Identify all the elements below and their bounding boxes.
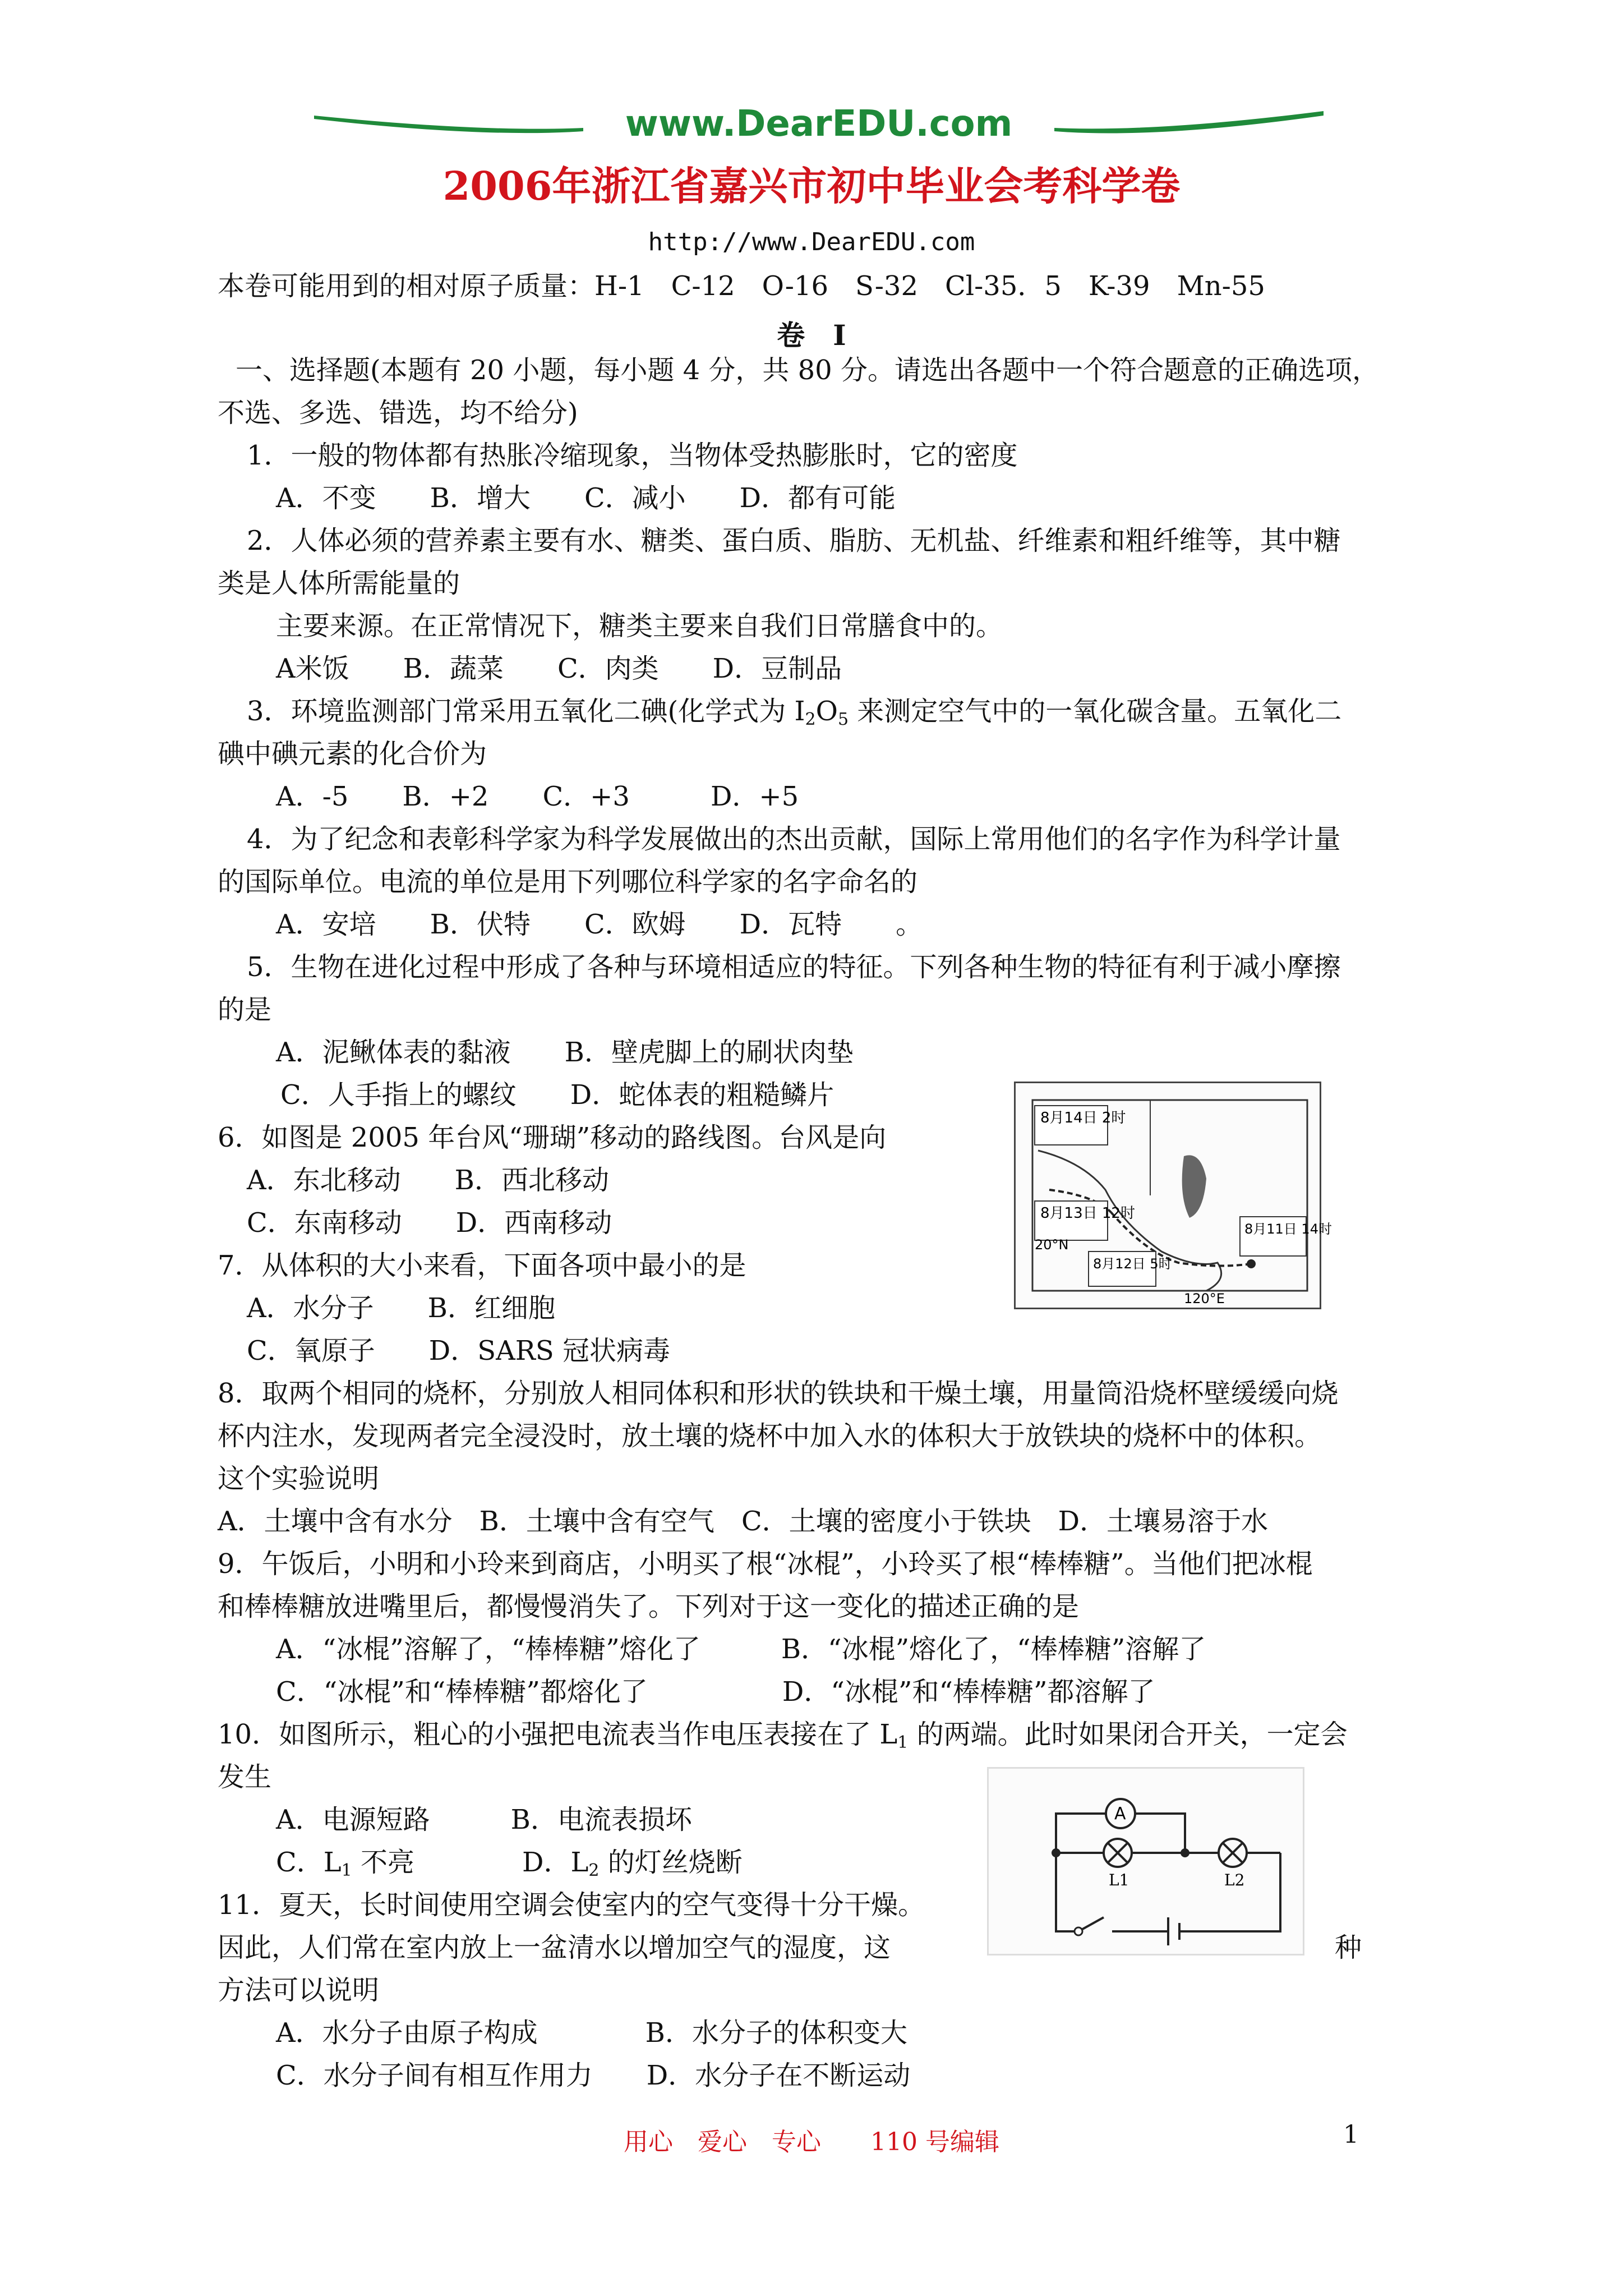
question-line: 8．取两个相同的烧杯，分别放人相同体积和形状的铁块和干燥土壤，用量筒沿烧杯壁缓缓向烧 [218,1378,1339,1409]
question-line: 不选、多选、错选，均不给分) [218,397,578,429]
question-line: A．泥鳅体表的黏液 B．壁虎脚上的刷状肉垫 [276,1037,854,1068]
q10-options-cd: C．$L_1$ 不亮 D．$L_2$ 的灯丝烧断 [276,1847,743,1880]
map-lon-label: 120°E [1184,1291,1225,1306]
lamp1-label: L1 [1109,1871,1129,1889]
atomic-masses: 本卷可能用到的相对原子质量：H-1 C-12 O-16 S-32 Cl-35．5 K-39 Mn-55 [218,270,1265,302]
question-line: 2．人体必须的营养素主要有水、糖类、蛋白质、脂肪、无机盐、纤维素和粗纤维等，其中糖 [247,525,1341,556]
question-line: C．氧原子 D．SARS 冠状病毒 [247,1335,671,1366]
question-line: C．水分子间有相互作用力 D．水分子在不断运动 [276,2060,911,2091]
question-line: C．人手指上的螺纹 D．蛇体表的粗糙鳞片 [280,1079,834,1111]
question-line: 和棒棒糖放进嘴里后，都慢慢消失了。下列对于这一变化的描述正确的是 [218,1591,1080,1622]
question-line: A．电源短路 B．电流表损坏 [276,1804,692,1835]
question-line: 主要来源。在正常情况下，糖类主要来自我们日常膳食中的。 [276,610,1003,642]
q3-options: A．-5 B．+2 C．+3 D．+5 [276,781,799,812]
question-line: A．安培 B．伏特 C．欧姆 D．瓦特 。 [276,909,923,940]
map-label-aug12: 8月12日 5时 [1093,1256,1172,1272]
circuit-diagram-icon [989,1769,1303,1954]
question-line: A．不变 B．增大 C．减小 D．都有可能 [276,482,896,514]
question-line: 11．夏天，长时间使用空调会使室内的空气变得十分干燥。 [218,1889,925,1921]
q10-stem: 10．如图所示，粗心的小强把电流表当作电压表接在了 $L_1$ 的两端。此时如果闭合开关，一定会 [218,1719,1348,1752]
question-line: 7．从体积的大小来看，下面各项中最小的是 [218,1250,746,1281]
question-line: A．东北移动 B．西北移动 [247,1165,609,1196]
footer-note: 用心 爱心 专心 110 号编辑 [624,2128,999,2156]
question-line: 的是 [218,994,272,1025]
map-label-aug14: 8月14日 2时 [1040,1110,1126,1126]
ammeter-label: A [1114,1804,1126,1824]
question-line: C．东南移动 D．西南移动 [247,1207,612,1239]
map-label-aug11: 8月11日 14时 [1244,1221,1332,1237]
site-name[interactable]: www.DearEDU.com [625,103,1013,145]
source-url[interactable]: http://www.DearEDU.com [648,228,975,256]
question-line: 4．为了纪念和表彰科学家为科学发展做出的杰出贡献，国际上常用他们的名字作为科学计量 [247,823,1341,855]
question-line: 杯内注水，发现两者完全浸没时，放土壤的烧杯中加入水的体积大于放铁块的烧杯中的体积。 [218,1420,1322,1452]
lamp2-label: L2 [1224,1871,1245,1889]
question-line: 的国际单位。电流的单位是用下列哪位科学家的名字命名的 [218,866,918,898]
section-title: 卷 I [777,319,846,352]
site-banner [314,99,1324,149]
question-line: C．“冰棍”和“棒棒糖”都熔化了 D．“冰棍”和“棒棒糖”都溶解了 [276,1676,1155,1708]
exam-title: 2006年浙江省嘉兴市初中毕业会考科学卷 [442,163,1181,209]
question-line: A米饭 B．蔬菜 C．肉类 D．豆制品 [276,653,842,684]
question-line: 方法可以说明 [218,1975,380,2006]
question-line: 因此，人们常在室内放上一盆清水以增加空气的湿度，这 [218,1932,891,1963]
map-lat-label: 20°N [1035,1237,1069,1253]
typhoon-map-figure [1014,1082,1332,1309]
question-line: 这个实验说明 [218,1463,380,1494]
question-line: 6．如图是 2005 年台风“珊瑚”移动的路线图。台风是向 [218,1122,887,1153]
page-number: 1 [1343,2120,1359,2149]
question-line: 发生 [218,1761,272,1793]
question-line: 5．生物在进化过程中形成了各种与环境相适应的特征。下列各种生物的特征有利于减小摩擦 [247,951,1341,983]
question-line: A．“冰棍”溶解了，“棒棒糖”熔化了 B．“冰棍”熔化了，“棒棒糖”溶解了 [276,1634,1206,1665]
q3-stem-line2: 碘中碘元素的化合价为 [218,738,487,770]
map-label-aug13: 8月13日 12时 [1040,1205,1135,1222]
question-line: 一、选择题(本题有 20 小题，每小题 4 分，共 80 分。请选出各题中一个符合题意的正确选项， [236,355,1379,386]
circuit-figure [987,1767,1304,1955]
question-line: A．水分子由原子构成 B．水分子的体积变大 [276,2017,907,2049]
question-line: 类是人体所需能量的 [218,568,460,599]
question-line: 种 [1335,1932,1362,1963]
typhoon-map-icon [1016,1083,1332,1308]
question-line: A．水分子 B．红细胞 [247,1292,555,1324]
question-line: A．土壤中含有水分 B．土壤中含有空气 C．土壤的密度小于铁块 D．土壤易溶于水 [218,1506,1269,1537]
q3-stem: 3．环境监测部门常采用五氧化二碘(化学式为 $I_2O_5$ 来测定空气中的一氧化碳含量。五氧化二 [247,696,1342,729]
question-line: 9．午饭后，小明和小玲来到商店，小明买了根“冰棍”，小玲买了根“棒棒糖”。当他们把冰棍 [218,1548,1313,1580]
question-line: 1．一般的物体都有热胀冷缩现象，当物体受热膨胀时，它的密度 [247,440,1018,471]
